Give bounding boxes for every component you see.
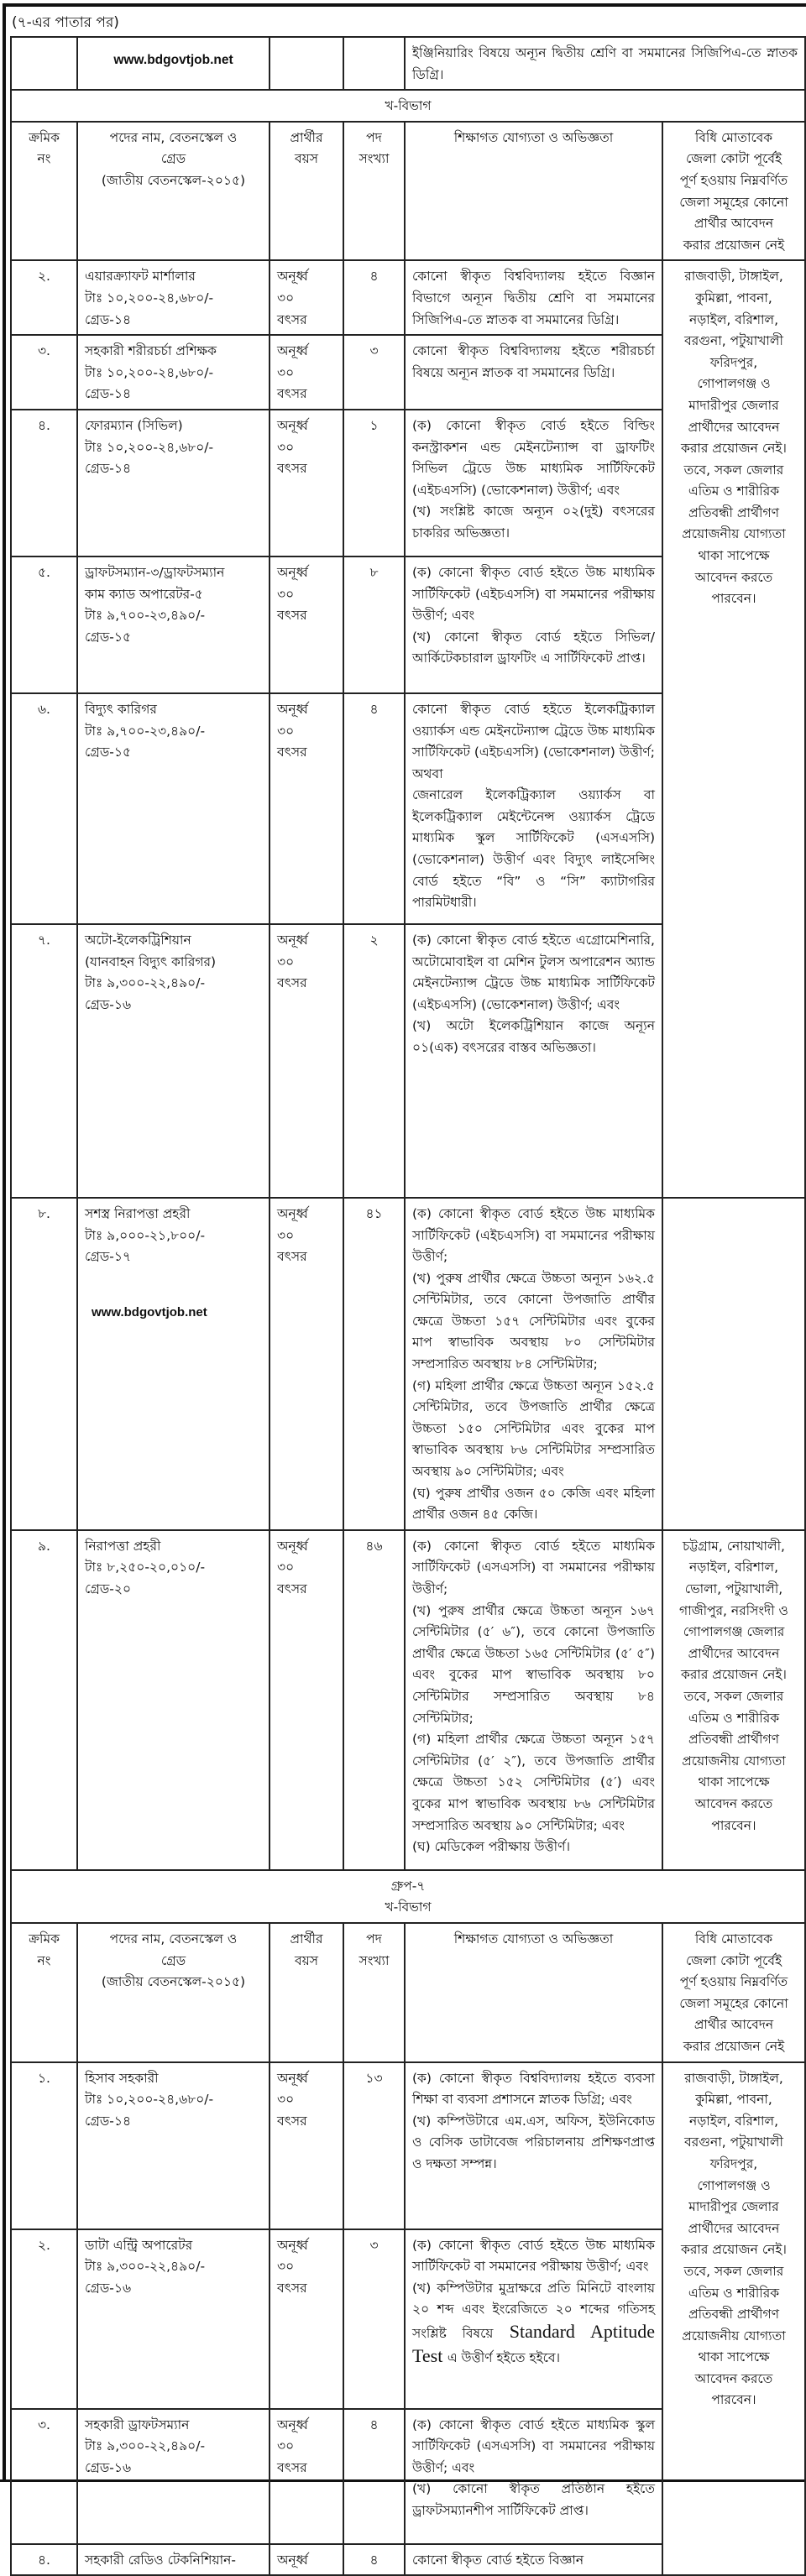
qualification-tail: এ উত্তীর্ণ হইতে হইবে। <box>447 2349 561 2365</box>
quota-line: প্রতিবন্ধী প্রার্থীগণ <box>688 2307 779 2323</box>
serial-cell: ৩. <box>11 2409 77 2544</box>
header-age <box>270 1923 343 2062</box>
qualification-line: (খ) কম্পিউটার মুদ্রাক্ষরে প্রতি মিনিটে বাংলায় ২০ শব্দ এবং ইংরেজিতে ২০ শব্দের গতিসহ সংশ্লিষ্ট বিষয়ে Standard Aptitude Test এ উত্তীর্ণ হইতে হইবে। <box>412 2280 655 2366</box>
serial-cell: ৭. <box>11 924 77 1198</box>
post-cell <box>77 1198 270 1530</box>
district-quota-cell <box>662 1530 805 1870</box>
qualification-cell <box>405 693 662 924</box>
post-line: টাঃ ১০,২০০-২৪,৬৮০/- <box>85 2092 214 2108</box>
age-line: অনূর্ধ্ব <box>277 701 308 717</box>
quota-line: আবেদন করতে <box>694 2370 773 2386</box>
age-line: বৎসর <box>277 2459 307 2475</box>
post-cell <box>77 335 270 410</box>
age-cell <box>270 260 343 335</box>
post-line: গ্রেড-১৬ <box>85 2459 132 2475</box>
qualification-line: (ঘ) মেডিকেল পরীক্ষায় উত্তীর্ণ। <box>412 1839 570 1855</box>
qualification-cell <box>405 410 662 556</box>
post-cell <box>77 924 270 1198</box>
text-line: সংখ্যা <box>359 1952 390 1968</box>
continued-from-label: (৭-এর পাতার পর) <box>12 14 119 31</box>
count-cell: ৩ <box>343 335 405 410</box>
section-title: খ-বিভাগ <box>11 90 805 122</box>
age-cell <box>270 2544 343 2576</box>
age-line: অনূর্ধ্ব <box>277 2237 308 2253</box>
age-line: ৩০ <box>277 439 295 455</box>
section-title: খ-বিভাগ <box>385 1899 432 1915</box>
age-cell <box>270 924 343 1198</box>
text-line: প্রার্থীর আবেদন <box>693 216 774 232</box>
post-cell <box>77 556 270 693</box>
quota-line: প্রতিবন্ধী প্রার্থীগণ <box>688 1732 779 1748</box>
job-row <box>11 2062 805 2229</box>
count-cell: ১৩ <box>343 2062 405 2229</box>
header-age <box>270 122 343 261</box>
age-line: অনূর্ধ্ব <box>277 1205 308 1221</box>
qualification-line: (ক) কোনো স্বীকৃত বোর্ড হইতে মাধ্যমিক স্কুল সার্টিফিকেট (এসএসসি) বা সমমানের পরীক্ষায় উত্তীর্ণ; এবং <box>412 2417 655 2475</box>
text-line: (জাতীয় বেতনস্কেল-২০১৫) <box>101 1974 246 1990</box>
age-cell <box>270 2229 343 2409</box>
text-line: গ্রেড <box>160 151 186 167</box>
serial-cell-empty <box>11 37 77 90</box>
quota-line: ভোলা, পটুয়াখালী, <box>684 1581 783 1596</box>
post-cell <box>77 693 270 924</box>
qualification-cell <box>405 260 662 335</box>
section-title-row <box>11 90 805 122</box>
age-cell <box>270 1198 343 1530</box>
age-line: ৩০ <box>277 1227 295 1243</box>
post-line: গ্রেড-১৪ <box>85 2113 132 2129</box>
post-line: টাঃ ৯,৩০০-২২,৪৯০/- <box>85 975 206 991</box>
count-cell: ১ <box>343 410 405 556</box>
age-line: ৩০ <box>277 364 295 380</box>
post-line: বিদ্যুৎ কারিগর <box>85 701 157 717</box>
age-line: বৎসর <box>277 745 307 760</box>
count-cell-empty <box>343 37 405 90</box>
post-line: হিসাব সহকারী <box>85 2070 159 2086</box>
header-qualification: শিক্ষাগত যোগ্যতা ও অভিজ্ঞতা <box>405 1923 662 2062</box>
qualification-line: (খ) সংশ্লিষ্ট কাজে অন্যূন ০২(দুই) বৎসরের চাকরির অভিজ্ঞতা। <box>412 504 655 541</box>
qualification-line: (খ) অটো ইলেকট্রিশিয়ান কাজে অন্যূন ০১(এক) বৎসরের বাস্তব অভিজ্ঞতা। <box>412 1018 655 1055</box>
quota-line: মাদারীপুর জেলার <box>688 2199 779 2215</box>
post-line: টাঃ ৯,০০০-২১,৮০০/- <box>85 1227 206 1243</box>
serial-cell: ৪. <box>11 410 77 556</box>
serial-cell: ২. <box>11 260 77 335</box>
post-line: টাঃ ৯,৭০০-২৩,৪৯০/- <box>85 608 206 624</box>
job-row <box>11 1530 805 1870</box>
header-count <box>343 122 405 261</box>
text-line: প্রার্থীর আবেদন <box>693 2017 774 2033</box>
text-line: সংখ্যা <box>359 151 390 167</box>
post-line: গ্রেড-১৬ <box>85 996 132 1012</box>
age-line: বৎসর <box>277 1581 307 1596</box>
age-line: ৩০ <box>277 290 295 306</box>
qualification-cell <box>405 2229 662 2409</box>
post-line: (যানবাহন বিদ্যুৎ কারিগর) <box>85 954 217 969</box>
qualification-cell: ইঞ্জিনিয়ারিং বিষয়ে অন্যূন দ্বিতীয় শ্রেণি বা সমমানের সিজিপিএ-তে স্নাতক ডিগ্রি। <box>405 37 805 90</box>
quota-line: পারবেন। <box>711 591 756 607</box>
header-quota <box>662 122 805 261</box>
text-line: করার প্রয়োজন নেই <box>683 237 785 253</box>
quota-line: তবে, সকল জেলার <box>683 1688 784 1704</box>
header-serial <box>11 122 77 261</box>
quota-line: নড়াইল, বরিশাল, <box>688 1560 778 1575</box>
quota-line: পারবেন। <box>711 2392 756 2408</box>
serial-cell: ৬. <box>11 693 77 924</box>
quota-line: গোপালগঞ্জ ও <box>697 2177 771 2193</box>
qualification-line: কোনো স্বীকৃত বোর্ড হইতে বিজ্ঞান <box>412 2552 584 2568</box>
district-quota-cell <box>662 2062 805 2576</box>
quota-line: তবে, সকল জেলার <box>683 2263 784 2279</box>
qualification-line: (গ) মহিলা প্রার্থীর ক্ষেত্রে উচ্চতা অন্যূন ১৫২.৫ সেন্টিমিটার, তবে উপজাতি প্রার্থীর ক্ষেত্রে উচ্চতা ১৫০ সেন্টিমিটার এবং বুকের মাপ স্বাভাবিক অবস্থায় ৮৬ সেন্টিমিটার সম্প্রসারিত অবস্থায় ৯০ সেন্টিমিটার; এবং <box>412 1377 655 1480</box>
post-line: গ্রেড-১৪ <box>85 311 132 327</box>
serial-cell: ৫. <box>11 556 77 693</box>
post-line: সশস্ত্র নিরাপত্তা প্রহরী <box>85 1205 191 1221</box>
header-qualification: শিক্ষাগত যোগ্যতা ও অভিজ্ঞতা <box>405 122 662 261</box>
age-line: অনূর্ধ্ব <box>277 2552 308 2568</box>
age-line: বৎসর <box>277 311 307 327</box>
quota-line: প্রয়োজনীয় যোগ্যতা <box>682 1753 786 1769</box>
header-serial <box>11 1923 77 2062</box>
serial-cell: ৩. <box>11 335 77 410</box>
quota-line: প্রার্থীদের আবেদন <box>688 1645 780 1661</box>
qualification-cell <box>405 2409 662 2544</box>
quota-line: করার প্রয়োজন নেই। <box>681 1667 787 1683</box>
age-cell <box>270 556 343 693</box>
serial-cell: ৮. <box>11 1198 77 1530</box>
quota-line: গাজীপুর, নরসিংদী ও <box>679 1602 788 1618</box>
quota-line: পারবেন। <box>711 1817 756 1833</box>
post-line: সহকারী ড্রাফটসম্যান <box>85 2417 190 2432</box>
quota-line: প্রতিবন্ধী প্রার্থীগণ <box>688 504 779 520</box>
post-line: ফোরম্যান (সিভিল) <box>85 417 183 433</box>
quota-line: রাজবাড়ী, টাঙ্গাইল, <box>684 2070 783 2086</box>
age-line: বৎসর <box>277 386 307 402</box>
text-line: পদের নাম, বেতনস্কেল ও <box>109 129 238 145</box>
count-cell: ৪ <box>343 2544 405 2576</box>
text-line: জেলা সমূহের কোনো <box>679 1995 788 2011</box>
qualification-cell <box>405 1530 662 1870</box>
count-cell: ৮ <box>343 556 405 693</box>
text-line: বিধি মোতাবেক <box>694 129 773 145</box>
qualification-line: কোনো স্বীকৃত বিশ্ববিদ্যালয় হইতে শরীরচর্চা বিষয়ে অন্যূন স্নাতক বা সমমানের ডিগ্রি। <box>412 343 655 380</box>
age-line: বৎসর <box>277 2113 307 2129</box>
age-cell <box>270 335 343 410</box>
post-cell <box>77 410 270 556</box>
qualification-line: (খ) পুরুষ প্রার্থীর ক্ষেত্রে উচ্চতা অন্যূন ১৬২.৫ সেন্টিমিটার, তবে কোনো উপজাতি প্রার্থীর ক্ষেত্রে উচ্চতা ১৫৭ সেন্টিমিটার এবং বুকের মাপ স্বাভাবিক অবস্থায় ৮০ সেন্টিমিটার সম্প্রসারিত অবস্থায় ৮৪ সেন্টিমিটার; <box>412 1270 655 1372</box>
age-cell <box>270 410 343 556</box>
post-line: সহকারী শরীরচর্চা প্রশিক্ষক <box>85 343 217 359</box>
post-line: টাঃ ১০,২০০-২৪,৬৮০/- <box>85 439 214 455</box>
qualification-line: (গ) মহিলা প্রার্থীর ক্ষেত্রে উচ্চতা অন্যূন ১৫৭ সেন্টিমিটার (৫′ ২″), তবে উপজাতি প্রার্থীর ক্ষেত্রে উচ্চতা ১৫২ সেন্টিমিটার (৫′) এবং বুকের মাপ স্বাভাবিক অবস্থায় ৮৬ সেন্টিমিটার সম্প্রসারিত অবস্থায় ৯০ সেন্টিমিটার; এবং <box>412 1732 655 1833</box>
quota-cell-empty <box>662 1198 805 1530</box>
quota-line: গোপালগঞ্জ ও <box>697 376 771 392</box>
quota-line: থাকা সাপেক্ষে <box>698 548 770 564</box>
quota-line: প্রার্থীদের আবেদন <box>688 419 780 435</box>
serial-cell: ৯. <box>11 1530 77 1870</box>
post-cell <box>77 2544 270 2576</box>
group-title-row <box>11 1870 805 1923</box>
age-line: ৩০ <box>277 586 295 602</box>
post-line: গ্রেড-১৪ <box>85 386 132 402</box>
job-circular-table <box>10 36 806 2576</box>
text-line: পদ <box>366 1931 382 1946</box>
post-cell <box>77 1530 270 1870</box>
quota-line: কুমিল্লা, পাবনা, <box>695 2092 772 2108</box>
age-line: অনূর্ধ্ব <box>277 2417 308 2432</box>
text-line: পূর্ণ হওয়ায় নিম্নবর্ণিত <box>679 172 788 188</box>
quota-line: করার প্রয়োজন নেই। <box>681 441 787 457</box>
watermark-url: www.bdgovtjob.net <box>92 1304 207 1319</box>
quota-line: আবেদন করতে <box>694 569 773 585</box>
count-cell: ৩ <box>343 2229 405 2409</box>
qualification-cell <box>405 2062 662 2229</box>
quota-line: গোপালগঞ্জ জেলার <box>683 1624 785 1640</box>
post-line: এয়ারক্র্যাফট মার্শালার <box>85 269 196 285</box>
job-row <box>11 260 805 335</box>
text-line: জেলা সমূহের কোনো <box>679 194 788 210</box>
age-line: বৎসর <box>277 2280 307 2296</box>
qualification-cell <box>405 335 662 410</box>
post-line: গ্রেড-১৫ <box>85 629 132 645</box>
quota-line: ফরিদপুর, <box>709 2155 758 2171</box>
qualification-line: কোনো স্বীকৃত বিশ্ববিদ্যালয় হইতে বিজ্ঞান বিভাগে অন্যূন দ্বিতীয় শ্রেণি বা সমমানের সিজিপিএ-তে স্নাতক বা সমমানের ডিগ্রি। <box>412 269 655 327</box>
qualification-line: (ক) কোনো স্বীকৃত বোর্ড হইতে উচ্চ মাধ্যমিক সার্টিফিকেট (এইচএসসি) বা সমমানের পরীক্ষায় উত্তীর্ণ; এবং <box>412 564 655 624</box>
serial-cell: ৪. <box>11 2544 77 2576</box>
post-line: গ্রেড-১৭ <box>85 1249 132 1265</box>
age-line: অনূর্ধ্ব <box>277 1538 308 1554</box>
header-post <box>77 122 270 261</box>
post-cell <box>77 260 270 335</box>
qualification-line: (খ) কম্পিউটারে এম.এস, অফিস, ইউনিকোড ও বেসিক ডাটাবেজ পরিচালনায় প্রশিক্ষণপ্রাপ্ত ও দক্ষতা সম্পন্ন। <box>412 2113 655 2171</box>
text-line: ক্রমিক <box>29 129 60 145</box>
post-line: ড্রাফটসম্যান-৩/ড্রাফটসম্যান <box>85 564 225 580</box>
quota-line: তবে, সকল জেলার <box>683 462 784 478</box>
post-line: গ্রেড-২০ <box>85 1581 132 1596</box>
text-line: নং <box>37 1952 51 1968</box>
group-title <box>11 1870 805 1923</box>
post-line: গ্রেড-১৪ <box>85 461 132 477</box>
column-header-row <box>11 122 805 261</box>
age-line: অনূর্ধ্ব <box>277 2070 308 2086</box>
text-line: বয়স <box>295 1952 318 1968</box>
qualification-cell <box>405 556 662 693</box>
column-header-row <box>11 1923 805 2062</box>
qualification-line: (ক) কোনো স্বীকৃত বোর্ড হইতে বিল্ডিং কনস্ট্রাকশন এন্ড মেইনটেন্যান্স বা ড্রাফটিং সিভিল ট্রেডে উচ্চ মাধ্যমিক সার্টিফিকেট (এইচএসসি) (ভোকেশনাল) উত্তীর্ণ; এবং <box>412 417 655 498</box>
quota-line: করার প্রয়োজন নেই। <box>681 2242 787 2258</box>
group-label: গ্রুপ-৭ <box>390 1878 426 1894</box>
post-line: নিরাপত্তা প্রহরী <box>85 1538 161 1554</box>
post-line: ডাটা এন্ট্রি অপারেটর <box>85 2237 193 2253</box>
age-line: অনূর্ধ্ব <box>277 269 308 285</box>
age-cell <box>270 2409 343 2544</box>
qualification-line: জেনারেল ইলেকট্রিক্যাল ওয়্যার্কস বা ইলেকট্রিক্যাল মেইন্টেনেন্স ওয়্যার্কস ট্রেডে মাধ্যমিক স্কুল সার্টিফিকেট (এসএসসি) (ভোকেশনাল) উত্তীর্ণ এবং বিদ্যুৎ লাইসেন্সিং বোর্ড হইতে “বি” ও “সি” ক্যাটাগরির পারমিটধারী। <box>412 787 655 911</box>
age-line: বৎসর <box>277 608 307 624</box>
text-line: প্রার্থীর <box>290 129 323 145</box>
age-line: ৩০ <box>277 2438 295 2454</box>
qualification-line: (ক) কোনো স্বীকৃত বিশ্ববিদ্যালয় হইতে ব্যবসা শিক্ষা বা ব্যবসা প্রশাসনে স্নাতক ডিগ্রি; এবং <box>412 2070 655 2108</box>
count-cell: ৪১ <box>343 1198 405 1530</box>
post-line: টাঃ ৯,৭০০-২৩,৪৯০/- <box>85 723 206 739</box>
text-line: গ্রেড <box>160 1952 186 1968</box>
post-line: টাঃ ৯,৩০০-২২,৪৯০/- <box>85 2438 206 2454</box>
post-line: টাঃ ১০,২০০-২৪,৬৮০/- <box>85 290 214 306</box>
job-row <box>11 1198 805 1530</box>
text-line: নং <box>37 151 51 167</box>
quota-line: প্রয়োজনীয় যোগ্যতা <box>682 2328 786 2343</box>
age-line: ৩০ <box>277 2092 295 2108</box>
quota-line: ফরিদপুর, <box>709 354 758 370</box>
quota-line: নড়াইল, বরিশাল, <box>688 2113 778 2129</box>
qualification-cell <box>405 2544 662 2576</box>
text-line: বয়স <box>295 151 318 167</box>
quota-line: কুমিল্লা, পাবনা, <box>695 290 772 306</box>
quota-line: মাদারীপুর জেলার <box>688 397 779 413</box>
qualification-line: (খ) পুরুষ প্রার্থীর ক্ষেত্রে উচ্চতা অন্যূন ১৬৭ সেন্টিমিটার (৫′ ৬″), তবে কোনো উপজাতি প্রার্থীর ক্ষেত্রে উচ্চতা ১৬৫ সেন্টিমিটার (৫′ ৫″) এবং বুকের মাপ স্বাভাবিক অবস্থায় ৮০ সেন্টিমিটার সম্প্রসারিত অবস্থায় ৮৪ সেন্টিমিটার; <box>412 1602 655 1726</box>
age-line: ৩০ <box>277 723 295 739</box>
age-line: বৎসর <box>277 975 307 991</box>
watermark-cell: www.bdgovtjob.net <box>77 37 270 90</box>
post-cell <box>77 2062 270 2229</box>
age-line: অনূর্ধ্ব <box>277 932 308 948</box>
age-line: বৎসর <box>277 1249 307 1265</box>
text-line: পদের নাম, বেতনস্কেল ও <box>109 1931 238 1946</box>
qualification-line: (ঘ) পুরুষ প্রার্থীর ওজন ৫০ কেজি এবং মহিলা প্রার্থীর ওজন ৪৫ কেজি। <box>412 1485 655 1523</box>
quota-line: থাকা সাপেক্ষে <box>698 1774 770 1790</box>
quota-line: আবেদন করতে <box>694 1795 773 1811</box>
qualification-line: (ক) কোনো স্বীকৃত বোর্ড হইতে উচ্চ মাধ্যমিক সার্টিফিকেট (এইচএসসি) বা সমমানের পরীক্ষায় উত্তীর্ণ; <box>412 1205 655 1265</box>
count-cell: ৪ <box>343 693 405 924</box>
quota-line: প্রার্থীদের আবেদন <box>688 2220 780 2236</box>
age-cell <box>270 1530 343 1870</box>
age-line: বৎসর <box>277 461 307 477</box>
post-line: গ্রেড-১৬ <box>85 2280 132 2296</box>
continued-row <box>11 37 805 90</box>
age-cell-empty <box>270 37 343 90</box>
header-quota <box>662 1923 805 2062</box>
serial-cell: ১. <box>11 2062 77 2229</box>
qualification-line: (খ) কোনো স্বীকৃত প্রতিষ্ঠান হইতে ড্রাফটসম্যানশীপ সার্টিফিকেট প্রাপ্ত। <box>412 2481 655 2518</box>
quota-line: রাজবাড়ী, টাঙ্গাইল, <box>684 269 783 285</box>
age-line: অনূর্ধ্ব <box>277 564 308 580</box>
quota-line: এতিম ও শারীরিক <box>688 2285 780 2301</box>
post-line: গ্রেড-১৫ <box>85 745 132 760</box>
text-line: বিধি মোতাবেক <box>694 1931 773 1946</box>
age-line: ৩০ <box>277 954 295 969</box>
serial-cell: ২. <box>11 2229 77 2409</box>
quota-line: চট্টগ্রাম, নোয়াখালী, <box>683 1538 785 1554</box>
post-cell <box>77 2229 270 2409</box>
text-line: করার প্রয়োজন নেই <box>683 2038 785 2054</box>
text-line: প্রার্থীর <box>290 1931 323 1946</box>
qualification-line: কোনো স্বীকৃত বোর্ড হইতে ইলেকট্রিক্যাল ওয়্যার্কস এন্ড মেইনটেন্যান্স ট্রেডে উচ্চ মাধ্যমিক সার্টিফিকেট (এইচএসসি) (ভোকেশনাল) উত্তীর্ণ; অথবা <box>412 701 655 781</box>
text-line: পদ <box>366 129 382 145</box>
quota-line: বরগুনা, পটুয়াখালী <box>684 333 783 349</box>
text-line: জেলা কোটা পূর্বেই <box>685 151 782 167</box>
count-cell: ৪৬ <box>343 1530 405 1870</box>
header-post <box>77 1923 270 2062</box>
qualification-cell <box>405 1198 662 1530</box>
post-line: টাঃ ৮,২৫০-২০,০১০/- <box>85 1560 206 1575</box>
text-line: (জাতীয় বেতনস্কেল-২০১৫) <box>101 172 246 188</box>
post-line: টাঃ ১০,২০০-২৪,৬৮০/- <box>85 364 214 380</box>
text-line: জেলা কোটা পূর্বেই <box>685 1952 782 1968</box>
qualification-line: (ক) কোনো স্বীকৃত বোর্ড হইতে মাধ্যমিক সার্টিফিকেট (এসএসসি) বা সমমানের পরীক্ষায় উত্তীর্ণ; <box>412 1538 655 1596</box>
count-cell: ২ <box>343 924 405 1198</box>
quota-line: এতিম ও শারীরিক <box>688 1710 780 1726</box>
age-line: ৩০ <box>277 2259 295 2275</box>
post-line: কাম ক্যাড অপারেটর-৫ <box>85 586 203 602</box>
district-quota-cell <box>662 260 805 1198</box>
qualification-line: (ক) কোনো স্বীকৃত বোর্ড হইতে এগ্রোমেশিনারি, অটোমোবাইল বা মেশিন টুলস অপারেশন অ্যান্ড মেইনটেন্যান্স ট্রেডে উচ্চ মাধ্যমিক সার্টিফিকেট (এইচএসসি) (ভোকেশনাল) উত্তীর্ণ; এবং <box>412 932 655 1012</box>
quota-line: প্রয়োজনীয় যোগ্যতা <box>682 526 786 542</box>
quota-line: নড়াইল, বরিশাল, <box>688 311 778 327</box>
english-term: Standard Aptitude Test <box>412 2320 655 2366</box>
post-line: সহকারী রেডিও টেকনিশিয়ান- <box>85 2552 236 2568</box>
text-line: পূর্ণ হওয়ায় নিম্নবর্ণিত <box>679 1974 788 1990</box>
post-line: অটো-ইলেকট্রিশিয়ান <box>85 932 191 948</box>
qualification-line: (খ) কোনো স্বীকৃত বোর্ড হইতে সিভিল/আর্কিটেকচারাল ড্রাফটিং এ সার্টিফিকেট প্রাপ্ত। <box>412 629 655 666</box>
post-line: টাঃ ৯,৩০০-২২,৪৯০/- <box>85 2259 206 2275</box>
count-cell: ৪ <box>343 2409 405 2544</box>
quota-line: থাকা সাপেক্ষে <box>698 2349 770 2365</box>
age-line: অনূর্ধ্ব <box>277 417 308 433</box>
age-cell <box>270 693 343 924</box>
post-cell <box>77 2409 270 2544</box>
age-cell <box>270 2062 343 2229</box>
qualification-cell <box>405 924 662 1198</box>
quota-line: এতিম ও শারীরিক <box>688 483 780 499</box>
count-cell: ৪ <box>343 260 405 335</box>
header-count <box>343 1923 405 2062</box>
age-line: অনূর্ধ্ব <box>277 343 308 359</box>
text-line: ক্রমিক <box>29 1931 60 1946</box>
qualification-line: (ক) কোনো স্বীকৃত বোর্ড হইতে উচ্চ মাধ্যমিক সার্টিফিকেট বা সমমানের পরীক্ষায় উত্তীর্ণ; এবং <box>412 2237 655 2275</box>
quota-line: বরগুনা, পটুয়াখালী <box>684 2134 783 2150</box>
age-line: ৩০ <box>277 1560 295 1575</box>
